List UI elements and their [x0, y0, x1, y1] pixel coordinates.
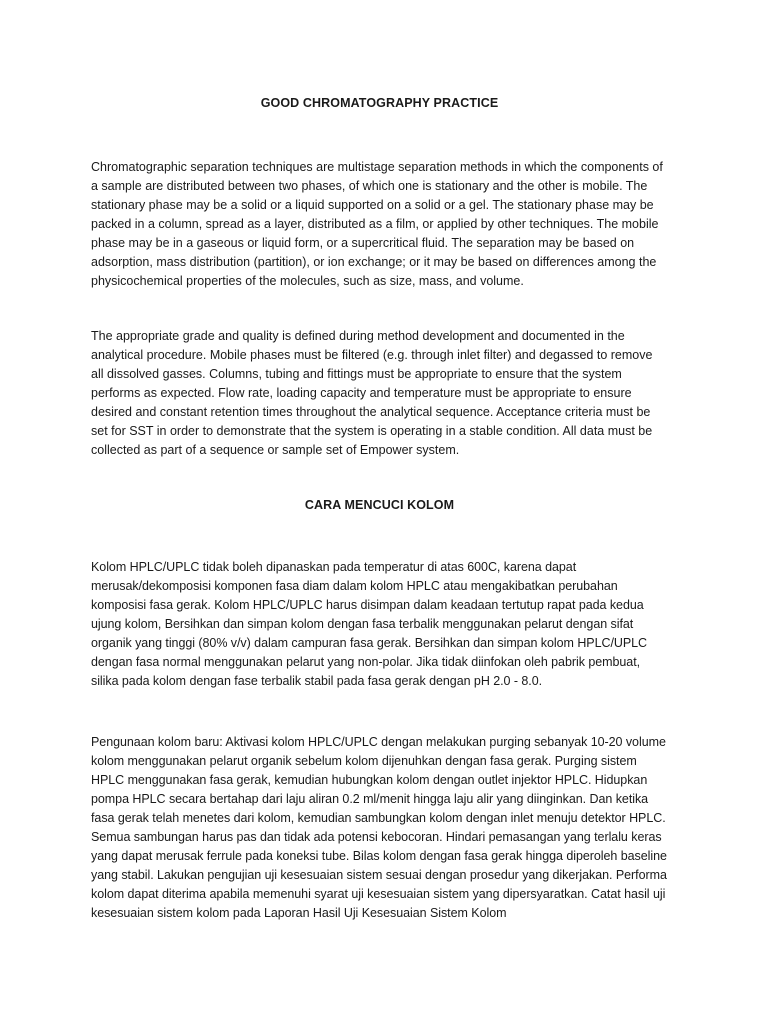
paragraph-column-storage: Kolom HPLC/UPLC tidak boleh dipanaskan pada temperatur di atas 600C, karena dapat merusak/dekomposisi komponen fasa diam dalam kolom HPLC atau mengakibatkan perubahan komposisi fasa gerak. Kolom HPLC/UPLC harus disimpan dalam keadaan tertutup rapat pada kedua ujung kolom, Bersihkan dan simpan kolom dengan fasa terbalik menggunakan pelarut dengan sifat organik yang tinggi (80% v/v) dalam campuran fasa gerak. Bersihkan dan simpan kolom HPLC/UPLC dengan fasa normal menggunakan pelarut yang non-polar. Jika tidak diinfokan oleh pabrik pembuat, silika pada kolom dengan fase terbalik stabil pada fasa gerak dengan pH 2.0 - 8.0.: [91, 560, 648, 688]
paragraph-chromatography-intro: Chromatographic separation techniques are multistage separation methods in which the components of a sample are distributed between two phases, of which one is stationary and the other is mobile. The stationary phase may be a solid or a liquid supported on a solid or a gel. The stationary phase may be packed in a column, spread as a layer, distributed as a film, or applied by other techniques. The mobile phase may be in a gaseous or liquid form, or a supercritical fluid. The separation may be based on adsorption, mass distribution (partition), or ion exchange; or it may be based on differences among the physicochemical properties of the molecules, such as size, mass, and volume.: [91, 160, 663, 288]
paragraph-mobile-phase-requirements: The appropriate grade and quality is defined during method development and documented in the analytical procedure. Mobile phases must be filtered (e.g. through inlet filter) and degassed to remove all dissolved gasses. Columns, tubing and fittings must be appropriate to ensure that the system performs as expected. Flow rate, loading capacity and temperature must be appropriate to ensure desired and constant retention times throughout the analytical sequence. Acceptance criteria must be set for SST in order to demonstrate that the system is operating in a stable condition. All data must be collected as part of a sequence or sample set of Empower system.: [91, 329, 653, 457]
section-heading: CARA MENCUCI KOLOM: [304, 498, 455, 512]
page-title: GOOD CHROMATOGRAPHY PRACTICE: [260, 96, 499, 110]
paragraph-new-column-usage: Pengunaan kolom baru: Aktivasi kolom HPLC/UPLC dengan melakukan purging sebanyak 10-20 volume kolom menggunakan pelarut organik sebelum kolom dijenuhkan dengan fasa gerak. Purging sistem HPLC menggunakan fasa gerak, kemudian hubungkan kolom dengan outlet injektor HPLC. Hidupkan pompa HPLC secara bertahap dari laju aliran 0.2 ml/menit hingga laju alir yang diinginkan. Dan ketika fasa gerak telah menetes dari kolom, kemudian sambungkan kolom dengan inlet menuju detektor HPLC. Semua sambungan harus pas dan tidak ada potensi kebocoran. Hindari pemasangan yang terlalu keras yang dapat merusak ferrule pada koneksi tube. Bilas kolom dengan fasa gerak hingga diperoleh baseline yang stabil. Lakukan pengujian uji kesesuaian sistem sesuai dengan prosedur yang dikerjakan. Performa kolom dapat diterima apabila memenuhi syarat uji kesesuaian sistem yang dipersyaratkan. Catat hasil uji kesesuaian sistem kolom pada Laporan Hasil Uji Kesesuaian Sistem Kolom: [91, 735, 667, 920]
